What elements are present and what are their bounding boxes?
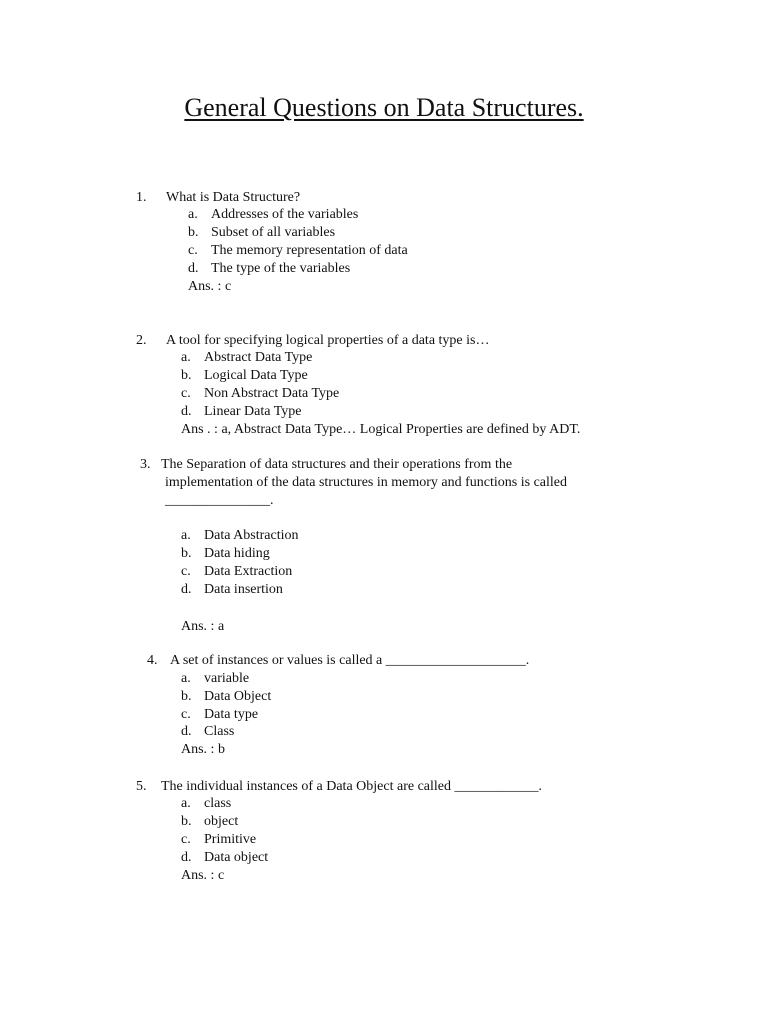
option-letter: b.: [188, 225, 199, 240]
option-letter: a.: [188, 207, 198, 222]
option-text: object: [204, 814, 239, 829]
option-letter: b.: [181, 689, 192, 704]
answer-text: Ans. : a: [181, 619, 225, 634]
question-text: What is Data Structure?: [166, 190, 301, 205]
option-letter: d.: [181, 582, 192, 597]
option-letter: a.: [181, 671, 191, 686]
option-letter: a.: [181, 796, 191, 811]
option-text: Data Extraction: [204, 564, 293, 579]
question-text: A tool for specifying logical properties of a data type is…: [166, 333, 490, 348]
question-number: 2.: [136, 333, 147, 348]
question-number: 3.: [140, 457, 151, 472]
question-number: 5.: [136, 779, 147, 794]
option-letter: c.: [181, 386, 191, 401]
question-number: 4.: [147, 653, 158, 668]
option-letter: c.: [181, 832, 191, 847]
option-text: Data type: [204, 707, 259, 722]
option-letter: d.: [181, 850, 192, 865]
option-text: Data insertion: [204, 582, 283, 597]
answer-text: Ans. : c: [181, 868, 225, 883]
question-text: A set of instances or values is called a ____________________.: [170, 653, 530, 668]
option-text: The type of the variables: [211, 261, 351, 276]
option-letter: b.: [181, 814, 192, 829]
option-letter: b.: [181, 546, 192, 561]
option-text: Data Object: [204, 689, 272, 704]
question-text-line-2: implementation of the data structures in memory and functions is called: [165, 475, 568, 490]
option-text: The memory representation of data: [211, 243, 408, 258]
option-letter: d.: [188, 261, 199, 276]
option-letter: d.: [181, 404, 192, 419]
answer-text: Ans. : b: [181, 742, 225, 757]
option-letter: c.: [181, 564, 191, 579]
option-text: Data Abstraction: [204, 528, 299, 543]
option-text: variable: [204, 671, 250, 686]
option-letter: c.: [181, 707, 191, 722]
option-text: Addresses of the variables: [211, 207, 359, 222]
answer-text: Ans. : c: [188, 279, 232, 294]
option-letter: b.: [181, 368, 192, 383]
option-text: Class: [204, 724, 235, 739]
question-text-line-1: The Separation of data structures and their operations from the: [161, 457, 513, 472]
answer-text: Ans . : a, Abstract Data Type… Logical Properties are defined by ADT.: [181, 422, 581, 437]
question-text-line-3: _______________.: [165, 493, 274, 508]
question-number: 1.: [136, 190, 147, 205]
option-letter: c.: [188, 243, 198, 258]
option-text: Subset of all variables: [211, 225, 336, 240]
option-text: Linear Data Type: [204, 404, 302, 419]
option-letter: d.: [181, 724, 192, 739]
option-letter: a.: [181, 528, 191, 543]
option-text: Logical Data Type: [204, 368, 308, 383]
option-text: Data hiding: [204, 546, 270, 561]
question-text: The individual instances of a Data Object are called ____________.: [161, 779, 542, 794]
page-title: General Questions on Data Structures.: [184, 93, 584, 122]
option-text: Abstract Data Type: [204, 350, 313, 365]
option-text: Data object: [204, 850, 269, 865]
option-text: Primitive: [204, 832, 257, 847]
option-letter: a.: [181, 350, 191, 365]
option-text: class: [204, 796, 232, 811]
option-text: Non Abstract Data Type: [204, 386, 340, 401]
